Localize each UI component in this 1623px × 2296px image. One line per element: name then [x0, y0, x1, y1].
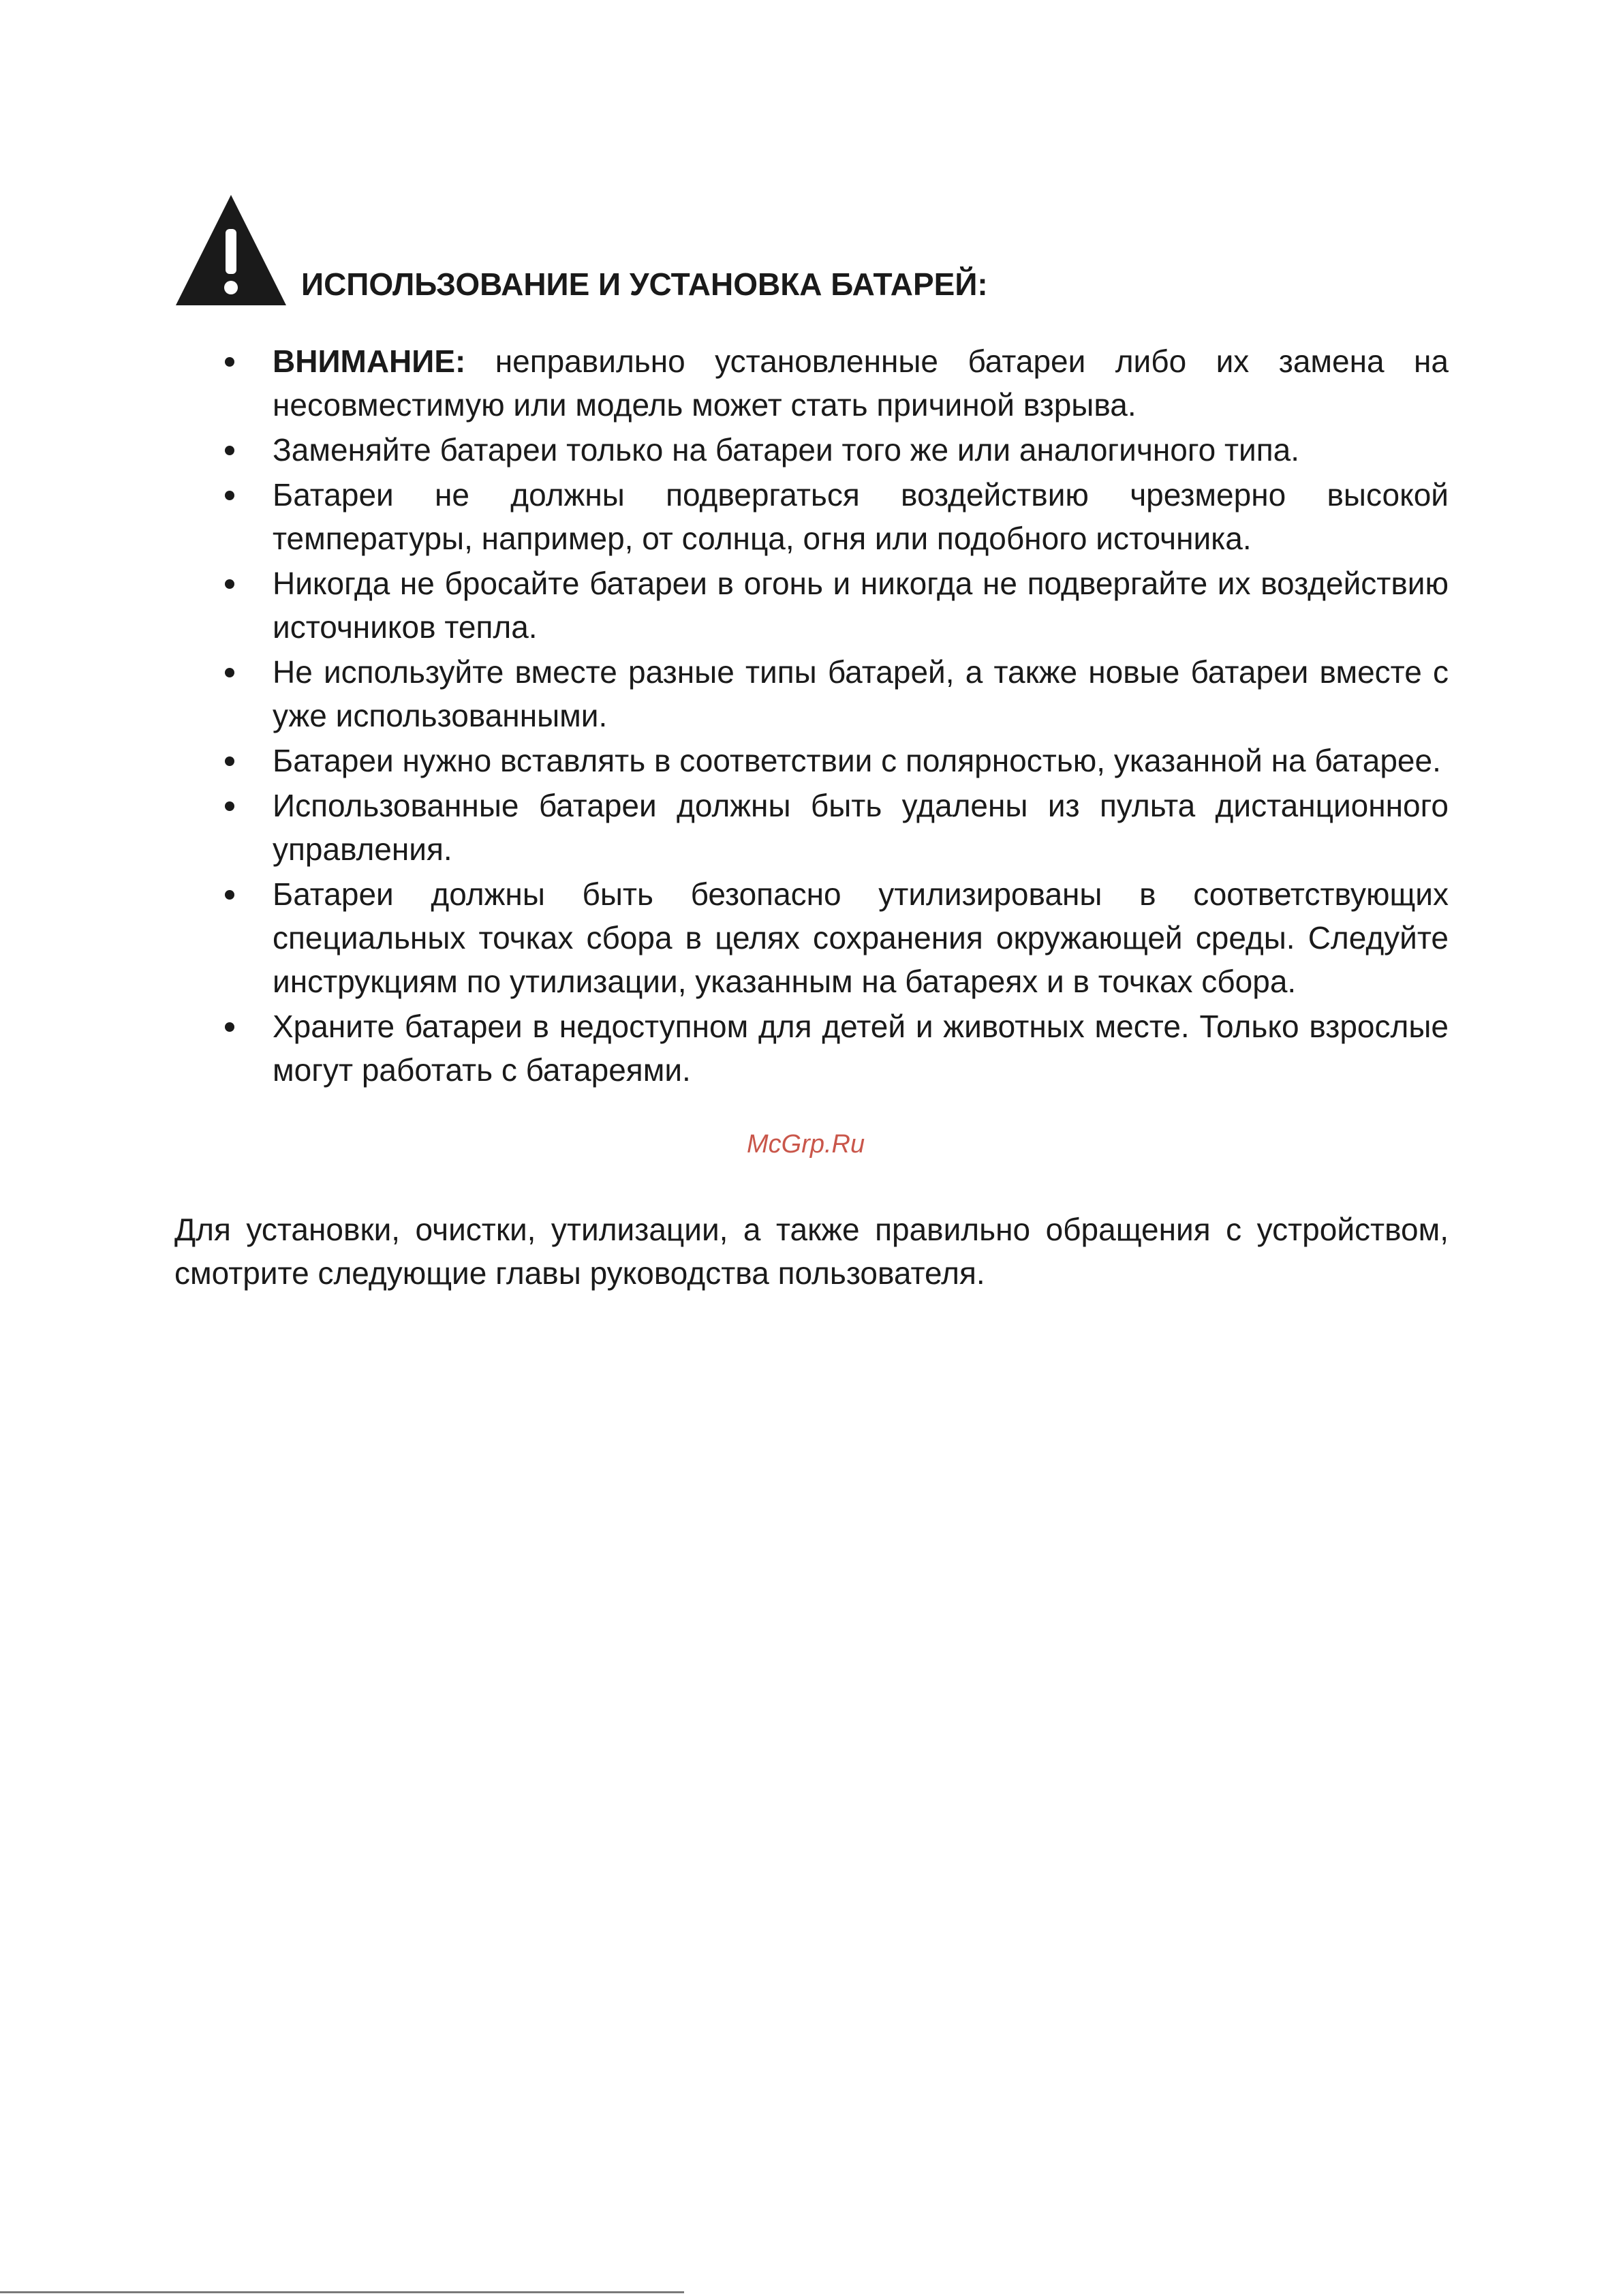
bullet-item: [225, 1005, 1449, 1092]
section-heading: [174, 194, 1449, 309]
watermark: McGrp.Ru: [747, 1130, 865, 1159]
bullet-dot-icon: [225, 668, 234, 677]
bullet-strong-text: ВНИМАНИЕ:: [273, 343, 466, 379]
bullet-dot-icon: [225, 801, 234, 811]
bullet-dot-icon: [225, 357, 234, 367]
bullet-text: Батареи не должны подвергаться воздействию чрезмерно высокой температуры, например, от солнца, огня или подобного источника.: [273, 477, 1449, 556]
bullet-text: Батареи нужно вставлять в соответствии с полярностью, указанной на батарее.: [273, 743, 1441, 778]
bullet-text: Не используйте вместе разные типы батарей, а также новые батареи вместе с уже использованными.: [273, 654, 1449, 733]
warning-triangle-icon: [174, 194, 288, 307]
section-title: ИСПОЛЬЗОВАНИЕ И УСТАНОВКА БАТАРЕЙ:: [301, 266, 988, 302]
bullet-dot-icon: [225, 491, 234, 500]
bullet-text: Никогда не бросайте батареи в огонь и никогда не подвергайте их воздействию источников тепла.: [273, 566, 1449, 645]
bullet-item: [225, 784, 1449, 871]
bullet-text: Заменяйте батареи только на батареи того же или аналогичного типа.: [273, 432, 1299, 468]
bullet-text: Храните батареи в недоступном для детей и животных месте. Только взрослые могут работать с батареями.: [273, 1009, 1449, 1088]
bullet-dot-icon: [225, 756, 234, 766]
bullet-item: [225, 872, 1449, 1003]
bullet-dot-icon: [225, 890, 234, 900]
bullet-dot-icon: [225, 446, 234, 455]
bullet-item: [225, 473, 1449, 560]
bullet-text: неправильно установленные батареи либо их замена на несовместимую или модель может стать причиной взрыва.: [273, 343, 1449, 423]
bullet-dot-icon: [225, 1022, 234, 1032]
bullet-item: [225, 739, 1449, 782]
footer-rule: [0, 2291, 684, 2293]
closing-paragraph: Для установки, очистки, утилизации, а также правильно обращения с устройством, смотрите следующие главы руководства пользователя.: [174, 1212, 1449, 1291]
bullet-item: [225, 339, 1449, 427]
bullet-text: Батареи должны быть безопасно утилизированы в соответствующих специальных точках сбора в целях сохранения окружающей среды. Следуйте инструкциям по утилизации, указанным на батареях и в точках сбора.: [273, 876, 1449, 999]
bullet-list: [225, 339, 1449, 1093]
bullet-text: Использованные батареи должны быть удалены из пульта дистанционного управления.: [273, 788, 1449, 867]
bullet-item: [225, 650, 1449, 737]
bullet-dot-icon: [225, 579, 234, 589]
bullet-item: [225, 428, 1449, 472]
bullet-item: [225, 562, 1449, 649]
